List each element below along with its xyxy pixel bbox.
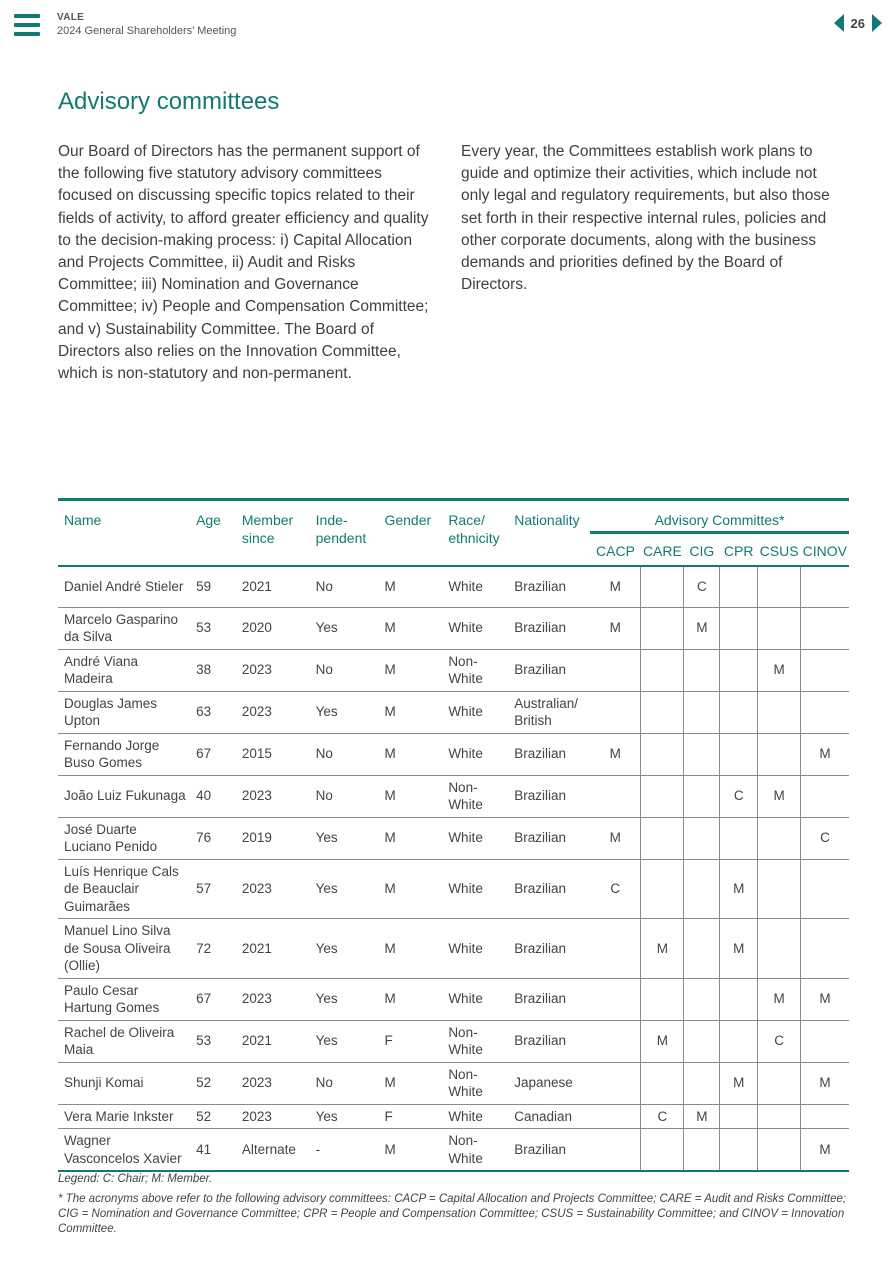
cell-name: Luís Henrique Cals de Beauclair Guimarães — [58, 859, 190, 919]
cell-independent: Yes — [310, 1104, 379, 1129]
cell-nationality: Brazilian — [508, 919, 590, 979]
cell-member-since: 2020 — [236, 607, 310, 649]
header-race: Race/ ethnicity — [442, 500, 508, 567]
cell-nationality: Brazilian — [508, 566, 590, 607]
cell-member-since: 2015 — [236, 733, 310, 775]
cell-race: White — [442, 1104, 508, 1129]
cell-csus — [758, 817, 801, 859]
cell-cpr: M — [720, 859, 758, 919]
cell-gender: M — [378, 775, 442, 817]
cell-cpr — [720, 978, 758, 1020]
cell-race: White — [442, 919, 508, 979]
cell-cacp: M — [590, 607, 641, 649]
cell-member-since: 2023 — [236, 1104, 310, 1129]
cell-nationality: Brazilian — [508, 1020, 590, 1062]
cell-cacp — [590, 691, 641, 733]
cell-cacp: C — [590, 859, 641, 919]
cell-age: 67 — [190, 978, 236, 1020]
cell-cig — [684, 775, 720, 817]
page-navigation — [834, 14, 882, 32]
cell-cacp — [590, 1104, 641, 1129]
cell-gender: F — [378, 1104, 442, 1129]
cell-age: 38 — [190, 649, 236, 691]
cell-gender: M — [378, 607, 442, 649]
cell-cinov — [801, 566, 849, 607]
cell-care: M — [641, 919, 684, 979]
cell-race: White — [442, 733, 508, 775]
document-subtitle: 2024 General Shareholders’ Meeting — [57, 25, 237, 37]
header-cinov: CINOV — [802, 543, 847, 559]
table-row — [58, 649, 849, 691]
cell-gender: F — [378, 1020, 442, 1062]
cell-race: Non-White — [442, 1062, 508, 1104]
cell-cpr — [720, 566, 758, 607]
cell-name: Douglas James Upton — [58, 691, 190, 733]
cell-cacp — [590, 978, 641, 1020]
cell-member-since: 2023 — [236, 691, 310, 733]
table-row — [58, 775, 849, 817]
cell-cig — [684, 1020, 720, 1062]
cell-cig — [684, 817, 720, 859]
cell-gender: M — [378, 649, 442, 691]
cell-cig: C — [684, 566, 720, 607]
cell-cacp — [590, 1020, 641, 1062]
cell-care — [641, 1129, 684, 1172]
cell-care — [641, 733, 684, 775]
cell-cig: M — [684, 1104, 720, 1129]
cell-name: Daniel André Stieler — [58, 566, 190, 607]
cell-nationality: Brazilian — [508, 607, 590, 649]
cell-age: 41 — [190, 1129, 236, 1172]
cell-gender: M — [378, 733, 442, 775]
cell-cpr — [720, 1104, 758, 1129]
cell-age: 53 — [190, 607, 236, 649]
cell-age: 57 — [190, 859, 236, 919]
cell-nationality: Australian/ British — [508, 691, 590, 733]
cell-cig — [684, 1062, 720, 1104]
cell-name: Manuel Lino Silva de Sousa Oliveira (Ollie) — [58, 919, 190, 979]
cell-member-since: 2023 — [236, 1062, 310, 1104]
header-member-since: Member since — [236, 500, 310, 567]
cell-gender: M — [378, 978, 442, 1020]
cell-cacp: M — [590, 817, 641, 859]
cell-gender: M — [378, 691, 442, 733]
cell-age: 76 — [190, 817, 236, 859]
cell-member-since: 2019 — [236, 817, 310, 859]
cell-cinov — [801, 1104, 849, 1129]
cell-gender: M — [378, 919, 442, 979]
cell-csus: M — [758, 649, 801, 691]
acronyms-footnote: * The acronyms above refer to the following advisory committees: CACP = Capital Allocation and Projects Committee; CARE = Audit and Risks Committee; CIG = Nomination and Governance Committee; CPR = People and Compensation Committee; CSUS = Sustainability Committee; and CINOV = Innovation Committee. — [58, 1193, 847, 1236]
cell-cpr — [720, 691, 758, 733]
cell-cpr — [720, 607, 758, 649]
cell-member-since: 2023 — [236, 978, 310, 1020]
cell-cig — [684, 919, 720, 979]
cell-gender: M — [378, 859, 442, 919]
cell-cacp — [590, 649, 641, 691]
table-row — [58, 1129, 849, 1172]
cell-race: White — [442, 607, 508, 649]
cell-care — [641, 859, 684, 919]
header-cpr: CPR — [723, 543, 754, 559]
cell-care — [641, 607, 684, 649]
intro-paragraph-left: Our Board of Directors has the permanent support of the following five statutory advisory committees focused on discussing specific topics related to their fields of activity, to afford greater efficiency and quality to the decision-making process: i) Capital Allocation and Projects Committee, ii) Audit and Risks Committee; iii) Nomination and Governance Committee; iv) People and Compensation Committee; and v) Sustainability Committee. The Board of Directors also relies on the Innovation Committee, which is non-statutory and non-permanent. — [58, 143, 429, 383]
table-row — [58, 1104, 849, 1129]
cell-name: Fernando Jorge Buso Gomes — [58, 733, 190, 775]
hamburger-menu-icon[interactable] — [14, 14, 40, 36]
cell-cinov — [801, 1020, 849, 1062]
cell-cacp: M — [590, 733, 641, 775]
header-cig: CIG — [689, 543, 715, 559]
cell-care — [641, 775, 684, 817]
table-row — [58, 733, 849, 775]
cell-nationality: Brazilian — [508, 775, 590, 817]
brand-block — [57, 12, 236, 38]
cell-nationality: Brazilian — [508, 649, 590, 691]
cell-csus: M — [758, 775, 801, 817]
cell-cinov — [801, 775, 849, 817]
cell-cpr — [720, 733, 758, 775]
cell-cpr: C — [720, 775, 758, 817]
cell-cinov: M — [801, 1062, 849, 1104]
cell-independent: Yes — [310, 978, 379, 1020]
cell-cacp — [590, 775, 641, 817]
page-title: Advisory committees — [58, 88, 280, 115]
cell-independent: No — [310, 649, 379, 691]
cell-nationality: Brazilian — [508, 859, 590, 919]
cell-cig — [684, 1129, 720, 1172]
cell-independent: Yes — [310, 1020, 379, 1062]
cell-cpr — [720, 817, 758, 859]
cell-cacp — [590, 1062, 641, 1104]
cell-age: 72 — [190, 919, 236, 979]
table-row — [58, 566, 849, 607]
cell-care — [641, 691, 684, 733]
cell-member-since: 2021 — [236, 1020, 310, 1062]
cell-csus — [758, 1062, 801, 1104]
header-csus: CSUS — [759, 543, 799, 559]
cell-race: White — [442, 978, 508, 1020]
header-cacp: CACP — [596, 543, 635, 559]
cell-cinov — [801, 607, 849, 649]
cell-cpr — [720, 1020, 758, 1062]
cell-name: José Duarte Luciano Penido — [58, 817, 190, 859]
cell-name: Rachel de Oliveira Maia — [58, 1020, 190, 1062]
cell-independent: No — [310, 566, 379, 607]
cell-care — [641, 978, 684, 1020]
cell-age: 52 — [190, 1104, 236, 1129]
header-advisory-committees: Advisory Committes* — [590, 500, 849, 533]
cell-gender: M — [378, 1062, 442, 1104]
cell-independent: Yes — [310, 817, 379, 859]
cell-cinov — [801, 649, 849, 691]
cell-nationality: Canadian — [508, 1104, 590, 1129]
cell-cinov — [801, 691, 849, 733]
cell-member-since: 2023 — [236, 649, 310, 691]
cell-cpr: M — [720, 919, 758, 979]
cell-independent: No — [310, 775, 379, 817]
cell-cinov: M — [801, 1129, 849, 1172]
cell-name: João Luiz Fukunaga — [58, 775, 190, 817]
cell-cinov — [801, 919, 849, 979]
header-name: Name — [58, 500, 190, 567]
cell-race: Non-White — [442, 1129, 508, 1172]
table-row — [58, 607, 849, 649]
cell-independent: Yes — [310, 859, 379, 919]
cell-cinov: C — [801, 817, 849, 859]
cell-name: André Viana Madeira — [58, 649, 190, 691]
cell-care — [641, 1062, 684, 1104]
cell-name: Paulo Cesar Hartung Gomes — [58, 978, 190, 1020]
cell-cacp — [590, 919, 641, 979]
committee-membership-table — [58, 498, 849, 1172]
cell-race: Non-White — [442, 775, 508, 817]
cell-independent: Yes — [310, 691, 379, 733]
cell-csus — [758, 607, 801, 649]
top-bar — [0, 0, 894, 50]
cell-gender: M — [378, 566, 442, 607]
cell-care — [641, 817, 684, 859]
cell-nationality: Brazilian — [508, 1129, 590, 1172]
cell-csus — [758, 1104, 801, 1129]
cell-name: Wagner Vasconcelos Xavier — [58, 1129, 190, 1172]
cell-age: 53 — [190, 1020, 236, 1062]
cell-csus — [758, 733, 801, 775]
cell-nationality: Japanese — [508, 1062, 590, 1104]
cell-cinov: M — [801, 978, 849, 1020]
cell-member-since: 2023 — [236, 859, 310, 919]
cell-member-since: Alternate — [236, 1129, 310, 1172]
cell-csus: M — [758, 978, 801, 1020]
table-row — [58, 978, 849, 1020]
cell-care: C — [641, 1104, 684, 1129]
table-row — [58, 1020, 849, 1062]
cell-csus — [758, 919, 801, 979]
cell-cpr — [720, 1129, 758, 1172]
cell-independent: - — [310, 1129, 379, 1172]
cell-independent: No — [310, 733, 379, 775]
cell-cacp: M — [590, 566, 641, 607]
cell-csus — [758, 566, 801, 607]
next-page-icon[interactable] — [872, 14, 882, 32]
cell-cacp — [590, 1129, 641, 1172]
cell-csus — [758, 691, 801, 733]
cell-age: 52 — [190, 1062, 236, 1104]
cell-age: 59 — [190, 566, 236, 607]
cell-name: Marcelo Gasparino da Silva — [58, 607, 190, 649]
previous-page-icon[interactable] — [834, 14, 844, 32]
table-row — [58, 859, 849, 919]
cell-csus — [758, 859, 801, 919]
cell-csus: C — [758, 1020, 801, 1062]
cell-cig: M — [684, 607, 720, 649]
cell-name: Shunji Komai — [58, 1062, 190, 1104]
cell-independent: Yes — [310, 919, 379, 979]
cell-gender: M — [378, 817, 442, 859]
cell-cinov: M — [801, 733, 849, 775]
cell-member-since: 2021 — [236, 919, 310, 979]
cell-race: White — [442, 817, 508, 859]
cell-age: 67 — [190, 733, 236, 775]
cell-nationality: Brazilian — [508, 817, 590, 859]
header-age: Age — [190, 500, 236, 567]
cell-gender: M — [378, 1129, 442, 1172]
brand-name: VALE — [57, 12, 85, 23]
cell-independent: Yes — [310, 607, 379, 649]
header-nationality: Nationality — [508, 500, 590, 567]
cell-race: White — [442, 566, 508, 607]
cell-cig — [684, 649, 720, 691]
header-gender: Gender — [378, 500, 442, 567]
header-independent: Inde-pendent — [310, 500, 379, 567]
cell-cig — [684, 859, 720, 919]
table-row — [58, 691, 849, 733]
cell-race: White — [442, 859, 508, 919]
cell-member-since: 2021 — [236, 566, 310, 607]
cell-csus — [758, 1129, 801, 1172]
table-row — [58, 817, 849, 859]
cell-independent: No — [310, 1062, 379, 1104]
cell-name: Vera Marie Inkster — [58, 1104, 190, 1129]
cell-race: White — [442, 691, 508, 733]
cell-nationality: Brazilian — [508, 978, 590, 1020]
cell-cig — [684, 978, 720, 1020]
page-number: 26 — [850, 15, 865, 31]
cell-nationality: Brazilian — [508, 733, 590, 775]
cell-care — [641, 649, 684, 691]
cell-cig — [684, 691, 720, 733]
cell-cpr — [720, 649, 758, 691]
cell-race: Non-White — [442, 1020, 508, 1062]
cell-member-since: 2023 — [236, 775, 310, 817]
cell-race: Non-White — [442, 649, 508, 691]
cell-age: 63 — [190, 691, 236, 733]
cell-cpr: M — [720, 1062, 758, 1104]
cell-care — [641, 566, 684, 607]
cell-care: M — [641, 1020, 684, 1062]
intro-paragraph-right: Every year, the Committees establish work plans to guide and optimize their activities, which include not only legal and regulatory requirements, but also those set forth in their respective internal rules, policies and other corporate documents, along with the business demands and priorities defined by the Board of Directors. — [461, 143, 830, 294]
header-care: CARE — [642, 543, 682, 559]
table-row — [58, 919, 849, 979]
table-row — [58, 1062, 849, 1104]
cell-cig — [684, 733, 720, 775]
cell-cinov — [801, 859, 849, 919]
table-legend: Legend: C: Chair; M: Member. — [58, 1173, 213, 1185]
cell-age: 40 — [190, 775, 236, 817]
